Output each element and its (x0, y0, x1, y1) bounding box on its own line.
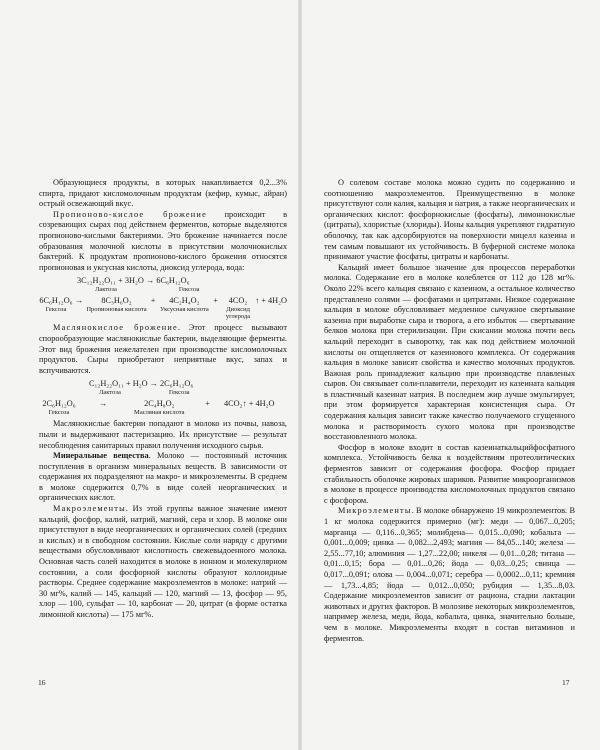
equation-formula: C₁₂H₂₂O₁₁ + H₂O → 2C₆H₁₂O₆ (89, 379, 194, 389)
term-microelements: Микроэлементы (338, 506, 412, 516)
equation-3 (39, 379, 287, 396)
equation-term: 6C₆H₁₂O₆ (39, 296, 73, 306)
equation-arrow: → (99, 399, 108, 409)
equation-1 (39, 276, 287, 293)
term-butyric: Маслянокислое брожение (53, 323, 178, 333)
paragraph (39, 504, 287, 621)
paragraph-body: . Молоко — постоянный источник поступления в организм минеральных веществ. В зависимости от содержания их подразделяют на макро- и микроэлементы. В среднем в молоке содержится 0,7% в виде солей неорганических и органических кислот. (39, 451, 287, 503)
paragraph-body: . Этот процесс вызывают спорообразующие маслянокислые бактерии, выделяющие ферменты. Этот вид брожения нежелателен при производстве кисломолочных продуктов. Сыры приобретают неприятные вкус, запах и вспучиваются. (39, 323, 287, 375)
equation-caption: Лактоза (99, 389, 121, 397)
equation-caption: Уксусная кислота (160, 306, 209, 314)
equation-caption: Масляная кислота (134, 409, 185, 417)
right-text-column (324, 178, 575, 644)
equation-formula: 3C₁₂H₂₂O₁₁ + 3H₂O → 6C₆H₁₂O₆ (77, 276, 190, 286)
paragraph (39, 451, 287, 504)
equation-term: 4CO₂ (228, 296, 248, 306)
paragraph: О солевом составе молока можно судить по содержанию и соотношению макроэлементов. Преимущественно в молоке присутствуют соли калия, кальция и натрия, а также неорганических и органических кислот: фосфорнокислые (фосфаты), лимоннокислые (цитраты), хлористые (хлориды). Ионы кальция укрепляют гидратную оболочку, так как адсорбируются на поверхности мицелл казеина и тем самым повышают их устойчивость. В буферной системе молока принимают участие фосфаты, цитраты и карбонаты. (324, 178, 575, 262)
equation-term: 8C₃H₆O₂ (101, 296, 132, 306)
equation-term: 4CO₂↑ + 4H₂O (223, 399, 275, 409)
equation-caption: Гексоза (168, 389, 190, 397)
paragraph-body: . Из этой группы важное значение имеют кальций, фосфор, калий, натрий, магний, сера и хлор. В молоке они присутствуют в виде неорганических и органических солей (средних и кислых) и в свободном состоянии. Кислые соли наряду с другими веществами обусловливают кислотность свежевыдоенного молока. Основная часть солей находится в молоке в ионном и молекулярном состоянии, а соли фосфорной кислоты образуют коллоидные растворы. Среднее содержание макроэлементов в молоке: натрий — 30 мг%, калий — 145, кальций — 120, магний — 13, фосфор — 95, хлор — 100, сульфат — 10, карбонат — 20, цитрат (в форме остатка лимонной кислоты) — 175 мг%. (39, 504, 287, 619)
paragraph: Маслянокислые бактерии попадают в молоко из почвы, навоза, пыли и выдерживают пастеризацию. Их присутствие — результат несоблюдения санитарных правил получения исходного сырья. (39, 419, 287, 450)
left-text-column (39, 178, 287, 621)
equation-arrow: → (74, 296, 84, 306)
term-propionic: Пропионово-кислое брожение (53, 209, 207, 219)
equation-term: 2C₆H₁₂O₆ (42, 399, 76, 409)
page-number: 17 (562, 678, 570, 687)
equation-caption: Пропионовая кислота (86, 306, 147, 314)
equation-caption: Диоксид углерода (225, 306, 251, 321)
term-minerals: Минеральные вещества (53, 451, 149, 461)
equation-term: ↑ + 4H₂O (254, 296, 287, 306)
equation-2 (39, 296, 287, 320)
equation-plus: + (205, 399, 210, 409)
paragraph: Фосфор в молоке входит в состав казеинаткальцийфосфатного комплекса. Устойчивость белка к воздействиям протеолитических ферментов зависит от содержания фосфора. Фосфор придает стабильность оболочке жировых шариков. Развитие микроорганизмов в молоке в процессе производства кисломолочных продуктов связано с фосфором. (324, 442, 575, 505)
paragraph (324, 506, 575, 644)
paragraph (39, 323, 287, 376)
paragraph-body: . В молоке обнаружено 19 микроэлементов. В 1 кг молока содержится примерно (мг): меди — 0,067...0,205; марганца — 0,116...0,365; молибдена— 0,015...0,090; кобальта — 0,001...0,009; цинка — 0,082...2,493; магния — 84,05...140; железа — 2,55...77,10; алюминия — 1,27...22,00; никеля — 0,01...0,28; титана — 0,01...0,15; бора — 0,01...0,26; йода — 0,03...0,25; свинца — 0,017...0,091; олова — 0,004...0,071; серебра — 0,0002...0,11; кремния — 1,73...4,85; йода — 0,012...0,050; рубидия — 1,35...8,03. Содержание микроэлементов зависит от рациона, стадии лактации животных и других факторов. В молозиве некоторых микроэлементов, например железа, меди, йода, кобальта, цинка, значительно больше, чем в молоке. Микроэлементы входят в состав витаминов и ферментов. (324, 506, 575, 643)
equation-4 (39, 399, 287, 416)
equation-caption: Гексоза (45, 306, 67, 314)
equation-caption: Лактоза (95, 286, 117, 294)
equation-caption: Гексоза (178, 286, 200, 294)
paragraph: Кальций имеет большое значение для процессов переработки молока. Содержание его в молоке колеблется от 112 до 128 мг%. Около 22% всего кальция связано с казеином, а остальное количество представлено солями — фосфатами и цитратами. Низкое содержание кальция в молоке обусловливает медленное сычужное свертывание казеина при выработке сыра и творога, а его избыток — свертывание белков молока при стерилизации. При скисании молока почти весь кальций переходит в сыворотку, так как под действием молочной кислоты он отщепляется от казеинового комплекса. От содержания кальция в молоке зависят свойства и качество молочных продуктов. Важная роль принадлежит кальцию при производстве плавленых сыров. Он связывает соли-плавители, переходит из казеината кальция в пластичный казеинат натрия. В последнем жир лучше эмульгирует, при этом формируется характерная консистенция сыра. От содержания кальция зависит также качество получаемого сгущенного молока и растворимость сухого молока при производстве восстановленного молока. (324, 262, 575, 442)
right-page (300, 0, 600, 750)
paragraph (39, 210, 287, 274)
equation-plus: + (150, 296, 156, 306)
term-macroelements: Макроэлементы (53, 504, 126, 514)
page-number: 16 (38, 678, 46, 687)
paragraph-body: происходит в созревающих сырах под действием ферментов, которые выделяются пропионово-кислыми бактериями. Это брожение начинается после образования молочной кислоты в присутствии молочнокислых бактерий. К продуктам пропионово-кислого брожения относятся пропионовая и уксусная кислоты, диоксид углерода, вода: (39, 209, 287, 272)
equation-term: 2C₄H₈O₂ (144, 399, 175, 409)
paragraph: Образующиеся продукты, в которых накапливается 0,2...3% спирта, придают кисломолочным продуктам (кефир, кумыс, айран) острый освежающий вкус. (39, 178, 287, 209)
equation-term: 4C₂H₄O₂ (169, 296, 200, 306)
equation-caption: Гексоза (48, 409, 70, 417)
equation-plus: + (213, 296, 218, 306)
